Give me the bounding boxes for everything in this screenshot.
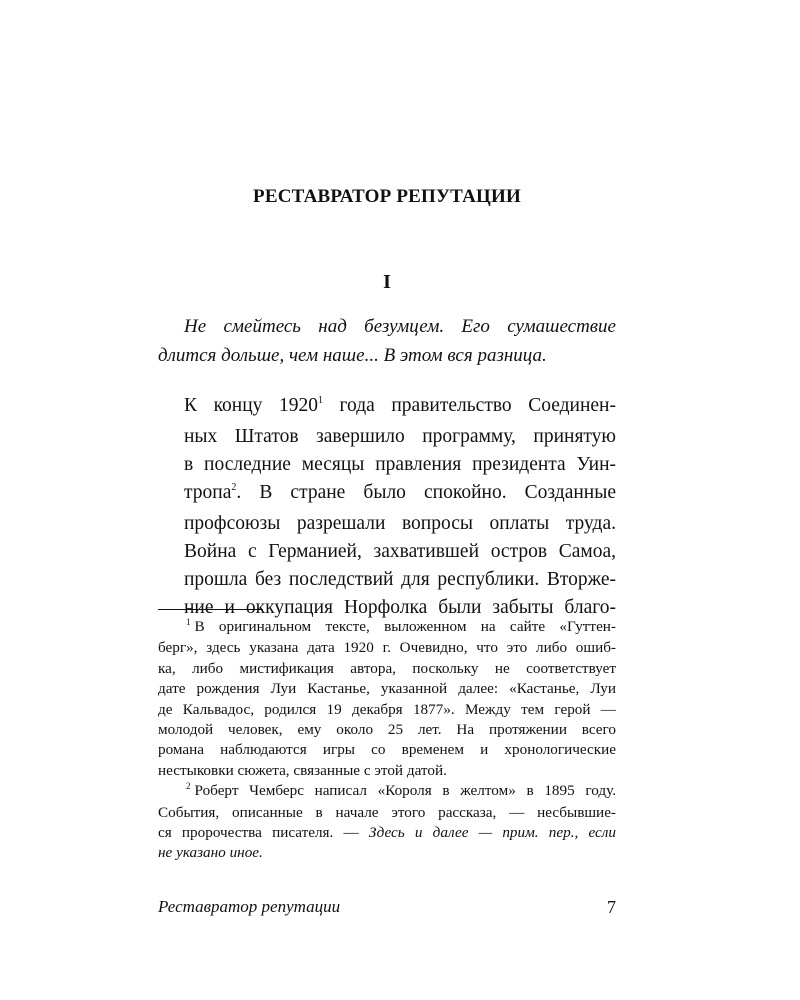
footnote-2-line: События, описанные в начале этого рассказа, — несбывшие- (158, 803, 616, 821)
body-line: в последние месяцы правления президента Уин- (184, 454, 616, 475)
body-line: ние и оккупация Норфолка были забыты благо- (184, 597, 616, 618)
chapter-number: I (383, 271, 391, 293)
footnote-2-line: $^2$ Роберт Чемберс написал «Короля в желтом» в 1895 году. (186, 781, 616, 800)
footnote-1-line: ка, либо мистификация автора, поскольку не соответствует (158, 659, 616, 677)
running-title: Реставратор репутации (158, 897, 341, 916)
body-line: ных Штатов завершило программу, принятую (184, 426, 616, 447)
translator-note: Здесь и далее — прим. пер., если (368, 824, 617, 842)
footnote-1-line: молодой человек, ему около 25 лет. На протяжении всего (158, 721, 616, 739)
footnote-1-line: де Кальвадос, родился 19 декабря 1877». Между тем герой — (158, 700, 616, 718)
body-line: Война с Германией, захватившей остров Самоа, (184, 541, 616, 562)
page-number: 7 (607, 897, 616, 917)
footnote-ref-2: 2 (231, 482, 237, 493)
footnote-1-line: дате рождения Луи Кастанье, указанной далее: «Кастанье, Луи (158, 680, 616, 698)
footnote-2-line: ся пророчества писателя. — Здесь и далее — прим. пер., если (158, 824, 617, 842)
epigraph: Не смейтесь над безумцем. Его сумашествие длится дольше, чем наше... В этом вся разница. (158, 316, 616, 366)
footnote-divider (158, 609, 263, 610)
body-text (158, 392, 616, 622)
footnote-1-line: романа наблюдаются игры со временем и хронологические (158, 741, 616, 759)
story-title: РЕСТАВРАТОР РЕПУТАЦИИ (253, 186, 521, 207)
footnote-1-line: берг», здесь указана дата 1920 г. Очевидно, что это либо ошиб- (158, 639, 616, 657)
footnote-2-line: не указано иное. (158, 844, 263, 862)
body-line: прошла без последствий для республики. Вторже- (184, 569, 616, 590)
body-line: профсоюзы разрешали вопросы оплаты труда. (184, 513, 616, 534)
footnote-2-marker: 2 (186, 781, 191, 792)
footnote-ref-1: 1 (317, 395, 323, 406)
body-line: тропа$^2$. В стране было спокойно. Созданные (184, 482, 616, 503)
footnote-1-marker: 1 (186, 617, 191, 627)
body-line: К концу 1920$^1$ года правительство Соединен- (184, 395, 616, 416)
footnote-1-line: $^1$ В оригинальном тексте, выложенном на сайте «Гуттен- (186, 617, 616, 635)
footnotes (158, 617, 616, 864)
footnote-1-line: нестыковки сюжета, связанные с этой датой. (158, 761, 447, 779)
